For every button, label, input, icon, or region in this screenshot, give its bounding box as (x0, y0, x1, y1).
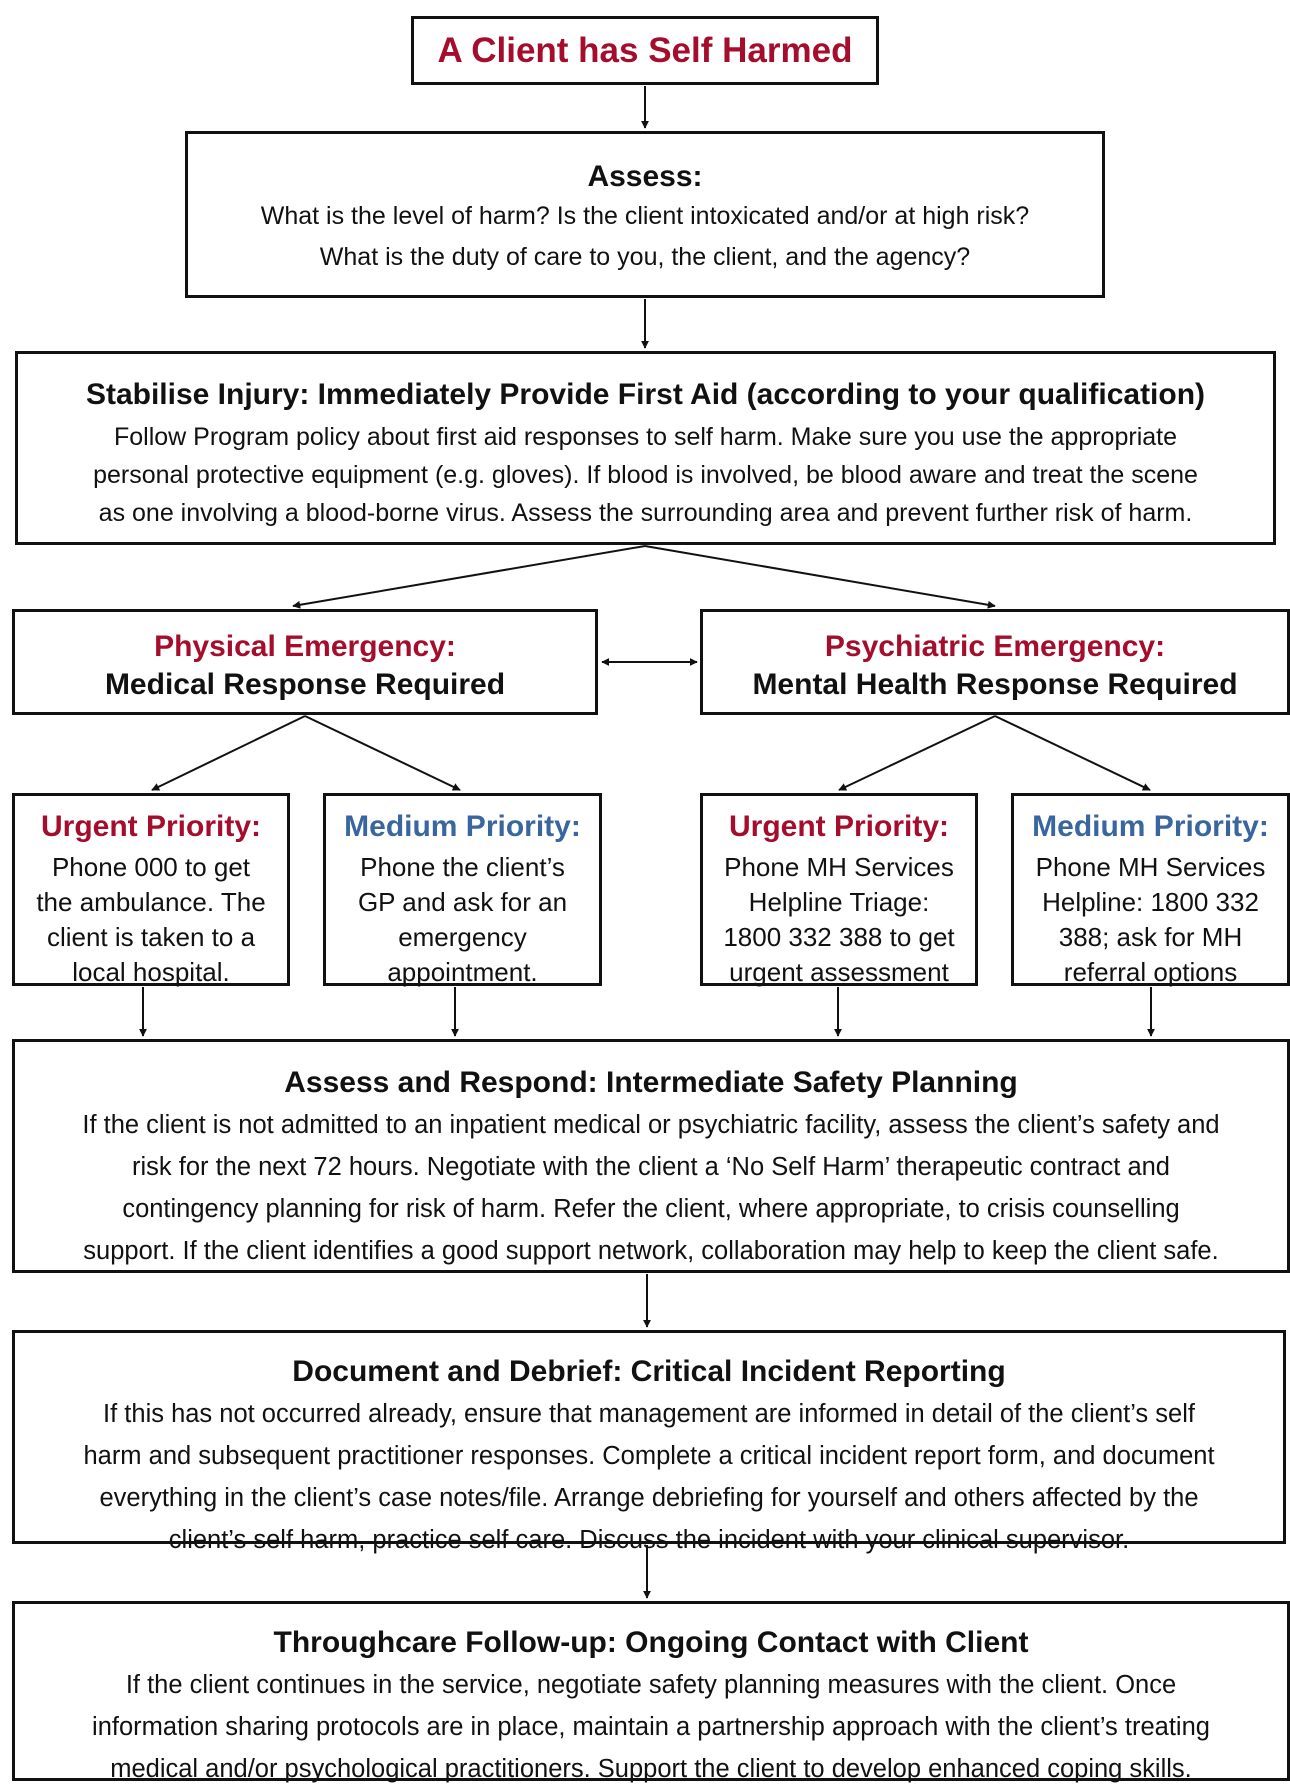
stabilise-line: Follow Program policy about first aid responses to self harm. Make sure you use the appropriate (113, 423, 1177, 451)
document-line: If this has not occurred already, ensure that management are informed in detail of the client’s self (103, 1400, 1195, 1428)
psychiatric-subtitle: Mental Health Response Required (752, 668, 1238, 701)
throughcare-title: Throughcare Follow-up: Ongoing Contact with Client (273, 1626, 1029, 1659)
arrow-psychiatric-to-urgent (839, 716, 995, 790)
physical-urgent-line: Phone 000 to get (51, 852, 251, 882)
physical-medium-line: Phone the client’s (360, 852, 565, 882)
physical-urgent-line: local hospital. (72, 957, 230, 987)
throughcare-line: If the client continues in the service, negotiate safety planning measures with the client. Once (125, 1671, 1177, 1699)
psych-medium-line: Phone MH Services (1035, 852, 1266, 882)
document-line: everything in the client’s case notes/file. Arrange debriefing for yourself and others affected by the (99, 1484, 1199, 1512)
assess-node (185, 131, 1105, 298)
psych-urgent-line: 1800 332 388 to get (723, 922, 955, 952)
throughcare-line: information sharing protocols are in place, maintain a partnership approach with the client’s treating (92, 1713, 1210, 1741)
physical-title: Physical Emergency: (154, 630, 456, 663)
physical-urgent-line: client is taken to a (46, 922, 256, 952)
psych-urgent-line: urgent assessment (729, 957, 949, 987)
physical-medium-node (323, 793, 602, 986)
psych-medium-line: Helpline: 1800 332 (1042, 887, 1259, 917)
planning-line: risk for the next 72 hours. Negotiate with the client a ‘No Self Harm’ therapeutic contract and (132, 1153, 1170, 1181)
planning-line: contingency planning for risk of harm. Refer the client, where appropriate, to crisis counselling (122, 1195, 1180, 1223)
psych-urgent-line: Phone MH Services (724, 852, 954, 882)
start-title: A Client has Self Harmed (437, 30, 853, 70)
arrow-psychiatric-to-medium (995, 716, 1150, 790)
physical-urgent-node (12, 793, 290, 986)
arrow-stabilise-to-psychiatric (645, 546, 995, 606)
arrow-stabilise-to-physical (293, 546, 645, 606)
psych-urgent-title: Urgent Priority: (728, 810, 950, 843)
stabilise-line: as one involving a blood-borne virus. Assess the surrounding area and prevent further risk of harm. (98, 499, 1193, 527)
document-debrief-node (12, 1330, 1286, 1554)
psych-urgent-line: Helpline Triage: (748, 887, 930, 917)
throughcare-node (12, 1601, 1290, 1781)
physical-urgent-line: the ambulance. The (36, 887, 266, 917)
physical-subtitle: Medical Response Required (104, 668, 506, 701)
document-line: harm and subsequent practitioner responses. Complete a critical incident report form, and document (83, 1442, 1215, 1470)
assess-line: What is the level of harm? Is the client intoxicated and/or at high risk? (260, 202, 1030, 230)
physical-medium-title: Medium Priority: (344, 810, 581, 843)
planning-line: support. If the client identifies a good support network, collaboration may help to keep the client safe. (83, 1237, 1219, 1265)
psych-urgent-node (700, 793, 978, 986)
throughcare-line: medical and/or psychological practitioners. Support the client to develop enhanced coping skills. (110, 1755, 1192, 1783)
arrow-physical-to-medium (305, 716, 460, 790)
psych-medium-node (1011, 793, 1290, 986)
stabilise-node (15, 351, 1276, 545)
planning-line: If the client is not admitted to an inpatient medical or psychiatric facility, assess the client’s safety and (82, 1111, 1220, 1139)
document-title: Document and Debrief: Critical Incident Reporting (292, 1355, 1006, 1388)
document-line: client’s self harm, practice self care. Discuss the incident with your clinical supervisor. (168, 1526, 1130, 1554)
physical-medium-line: appointment. (387, 957, 538, 987)
physical-urgent-title: Urgent Priority: (40, 810, 262, 843)
planning-title: Assess and Respond: Intermediate Safety Planning (284, 1066, 1018, 1099)
psychiatric-emergency-node (700, 609, 1290, 715)
stabilise-line: personal protective equipment (e.g. gloves). If blood is involved, be blood aware and treat the scene (93, 461, 1198, 489)
psychiatric-title: Psychiatric Emergency: (824, 630, 1166, 663)
assess-title: Assess: (587, 160, 703, 193)
physical-medium-line: emergency (398, 922, 527, 952)
psych-medium-line: referral options (1063, 957, 1238, 987)
start-node (411, 16, 879, 85)
physical-medium-line: GP and ask for an (357, 887, 568, 917)
assess-line: What is the duty of care to you, the client, and the agency? (319, 243, 971, 271)
stabilise-title: Stabilise Injury: Immediately Provide First Aid (according to your qualification) (85, 378, 1206, 411)
physical-emergency-node (12, 609, 598, 715)
safety-planning-node (12, 1039, 1290, 1273)
psych-medium-title: Medium Priority: (1032, 810, 1269, 843)
psych-medium-line: 388; ask for MH (1058, 922, 1243, 952)
arrow-physical-to-urgent (152, 716, 305, 790)
